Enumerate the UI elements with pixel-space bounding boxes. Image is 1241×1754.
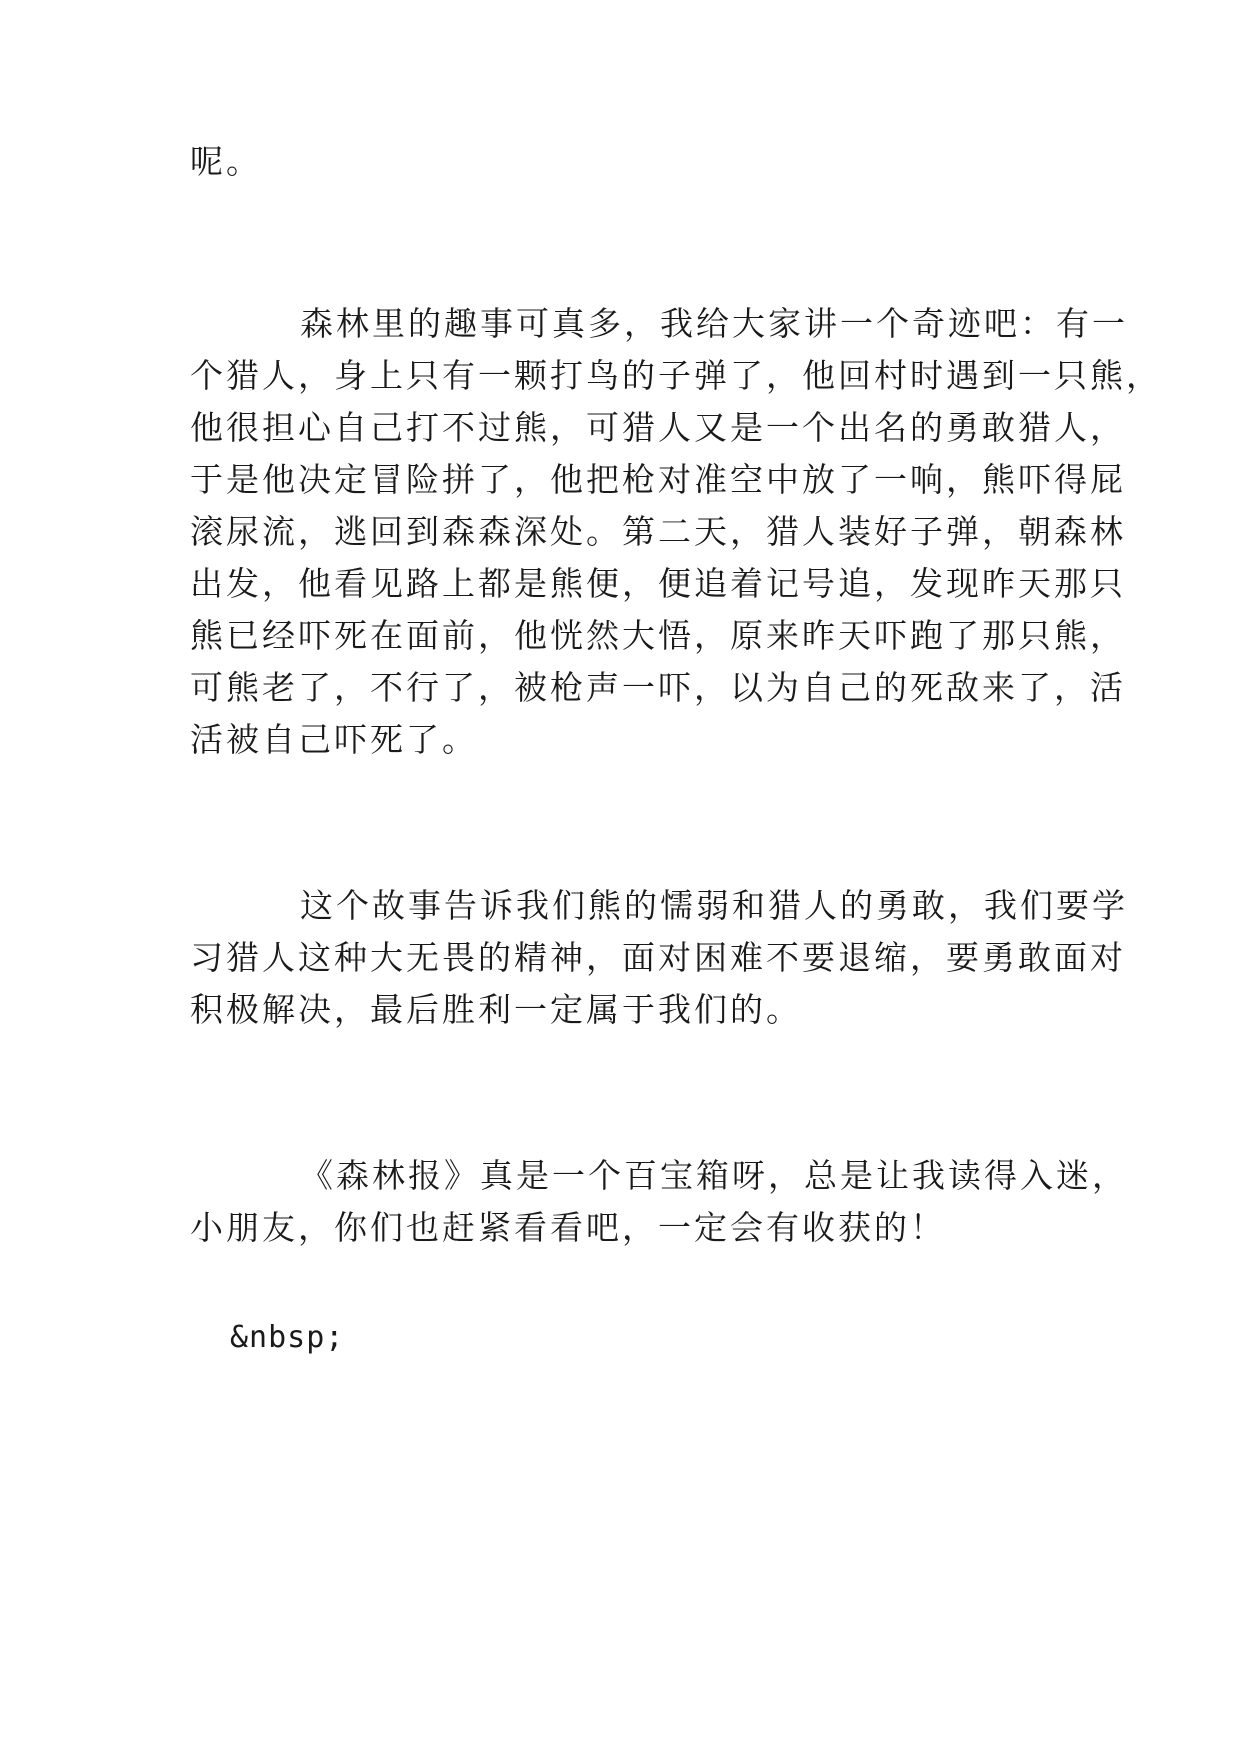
paragraph-2-line-3: 积极解决，最后胜利一定属于我们的。 — [190, 990, 802, 1029]
paragraph-2-line-2: 习猎人这种大无畏的精神，面对困难不要退缩，要勇敢面对 — [190, 938, 1126, 977]
paragraph-3-line-2: 小朋友，你们也赶紧看看吧，一定会有收获的！ — [190, 1208, 946, 1247]
paragraph-1-line-8: 可熊老了，不行了，被枪声一吓，以为自己的死敌来了，活 — [190, 668, 1126, 707]
paragraph-3-line-1: 《森林报》真是一个百宝箱呀，总是让我读得入迷， — [300, 1156, 1128, 1195]
trailing-entity-text: &nbsp; — [230, 1320, 345, 1355]
paragraph-1-line-4: 于是他决定冒险拼了，他把枪对准空中放了一响，熊吓得屁 — [190, 460, 1126, 499]
paragraph-continuation-line-1: 呢。 — [190, 142, 262, 181]
paragraph-1-line-2: 个猎人，身上只有一颗打鸟的子弹了，他回村时遇到一只熊， — [190, 356, 1162, 395]
paragraph-1-line-3: 他很担心自己打不过熊，可猎人又是一个出名的勇敢猎人， — [190, 408, 1126, 447]
paragraph-1-line-5: 滚尿流，逃回到森森深处。第二天，猎人装好子弹，朝森林 — [190, 512, 1126, 551]
paragraph-1-line-7: 熊已经吓死在面前，他恍然大悟，原来昨天吓跑了那只熊， — [190, 616, 1126, 655]
paragraph-1-line-1: 森林里的趣事可真多，我给大家讲一个奇迹吧：有一 — [300, 304, 1128, 343]
paragraph-1-line-6: 出发，他看见路上都是熊便，便追着记号追，发现昨天那只 — [190, 564, 1126, 603]
paragraph-1-line-9: 活被自己吓死了。 — [190, 720, 478, 759]
paragraph-2-line-1: 这个故事告诉我们熊的懦弱和猎人的勇敢，我们要学 — [300, 886, 1128, 925]
